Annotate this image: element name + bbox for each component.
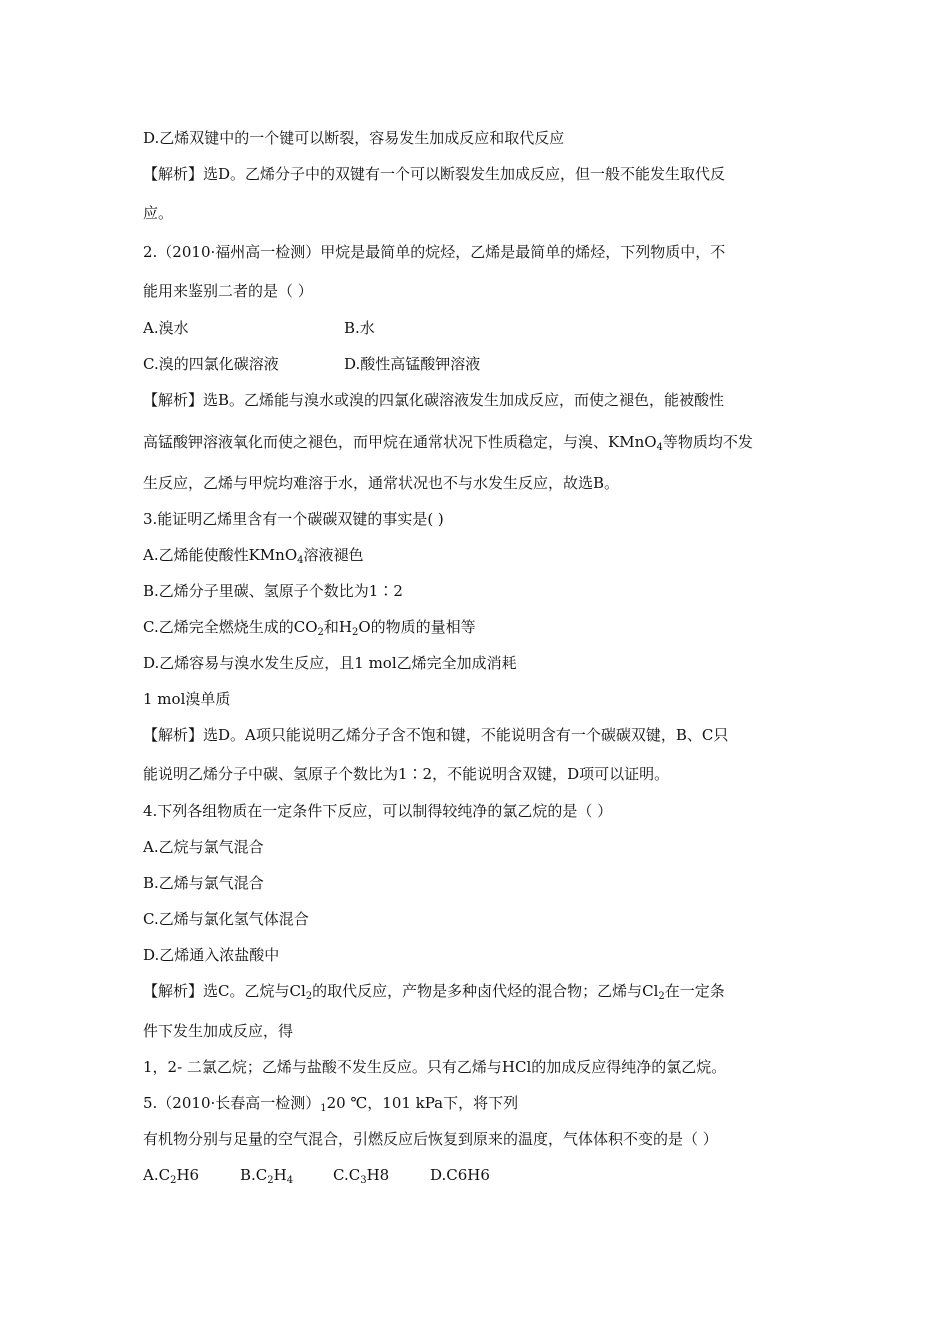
q2-option-a: A.溴水 [143, 319, 189, 337]
q3-option-c: C.乙烯完全燃烧生成的$CO_2$和$H_2O$的物质的量相等 [143, 618, 476, 638]
q5-option-c: $C.C_3H8$ [333, 1166, 390, 1186]
q2-analysis-line1: 【解析】选B。乙烯能与溴水或溴的四氯化碳溶液发生加成反应，而使之褪色，能被酸性 [143, 391, 725, 409]
q4-analysis-line2: 件下发生加成反应，得 [143, 1022, 294, 1040]
q2-analysis-line3: 生反应，乙烯与甲烷均难溶于水，通常状况也不与水发生反应，故选B。 [143, 474, 620, 492]
q3-option-d-line1: D.乙烯容易与溴水发生反应，且1 mol乙烯完全加成消耗 [143, 654, 517, 672]
q3-option-a: A.乙烯能使酸性KMnO$_4$溶液褪色 [143, 546, 364, 566]
q4-option-c: C.乙烯与氯化氢气体混合 [143, 910, 309, 928]
q5-option-a: $A.C_2H6$ [143, 1166, 200, 1186]
q5-option-b: $B.C_2H_4$ [240, 1166, 294, 1186]
q3-option-b: B.乙烯分子里碳、氢原子个数比为1∶2 [143, 582, 403, 600]
q4-stem: 4.下列各组物质在一定条件下反应，可以制得较纯净的氯乙烷的是（ ） [143, 802, 613, 820]
q3-analysis-line1: 【解析】选D。A项只能说明乙烯分子含不饱和键，不能说明含有一个碳碳双键，B、C只 [143, 726, 729, 744]
q1-option-d: D.乙烯双键中的一个键可以断裂，容易发生加成反应和取代反应 [143, 129, 565, 147]
q3-option-d-line2: 1 mol溴单质 [143, 690, 231, 708]
q5-stem-line1: 5.（2010·长春高一检测）$_120$ ℃，101 kPa下，将下列 [143, 1094, 519, 1114]
q4-option-a: A.乙烷与氯气混合 [143, 838, 264, 856]
q4-analysis-line3: 1，2- 二氯乙烷；乙烯与盐酸不发生反应。只有乙烯与HCl的加成反应得纯净的氯乙烷。 [143, 1058, 727, 1076]
q2-option-b: B.水 [344, 319, 375, 337]
q4-option-d: D.乙烯通入浓盐酸中 [143, 946, 280, 964]
q3-analysis-line2: 能说明乙烯分子中碳、氢原子个数比为1∶2，不能说明含双键，D项可以证明。 [143, 765, 670, 783]
q1-analysis-line1: 【解析】选D。乙烯分子中的双键有一个可以断裂发生加成反应，但一般不能发生取代反 [143, 165, 726, 183]
q5-option-d: D.C6H6 [430, 1166, 490, 1184]
q4-option-b: B.乙烯与氯气混合 [143, 874, 264, 892]
q2-option-d: D.酸性高锰酸钾溶液 [344, 355, 481, 373]
q2-option-c: C.溴的四氯化碳溶液 [143, 355, 279, 373]
q3-stem: 3.能证明乙烯里含有一个碳碳双键的事实是( ) [143, 510, 444, 528]
q2-stem-line1: 2.（2010·福州高一检测）甲烷是最简单的烷烃，乙烯是最简单的烯烃，下列物质中，不 [143, 243, 726, 261]
q5-stem-line2: 有机物分别与足量的空气混合，引燃反应后恢复到原来的温度，气体体积不变的是（ ） [143, 1130, 718, 1148]
q1-analysis-line2: 应。 [143, 204, 174, 222]
q4-analysis-line1: 【解析】选C。乙烷与$Cl_2$的取代反应，产物是多种卤代烃的混合物；乙烯与$Cl_2$在一定条 [143, 982, 725, 1002]
q2-analysis-line2: 高锰酸钾溶液氧化而使之褪色，而甲烷在通常状况下性质稳定，与溴、KMnO$_4$等物质均不发 [143, 433, 753, 453]
q2-stem-line2: 能用来鉴别二者的是（ ） [143, 282, 313, 300]
